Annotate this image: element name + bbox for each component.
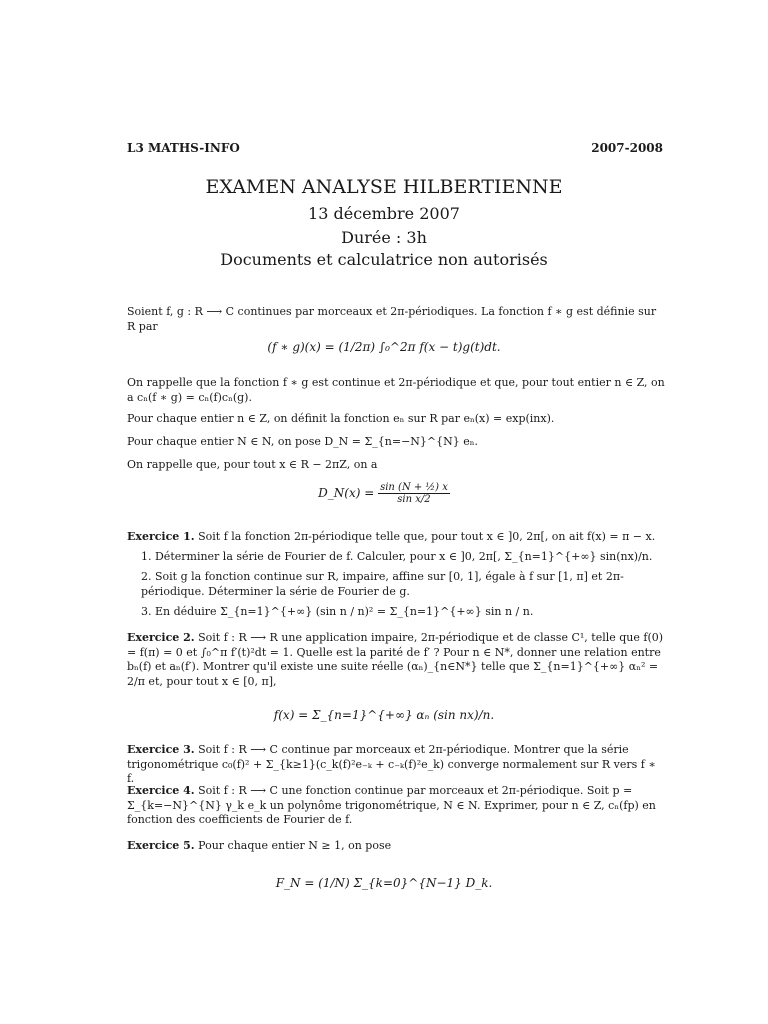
exam-date: 13 décembre 2007 — [308, 204, 460, 223]
academic-year: 2007-2008 — [591, 141, 663, 155]
exercise-2-label: Exercice 2. — [127, 631, 195, 644]
exam-duration: Durée : 3h — [341, 228, 427, 247]
exercise-1 — [127, 530, 665, 545]
exercise-5 — [127, 839, 665, 854]
intro-paragraph-1: Soient f, g : R ⟶ C continues par morceaux et 2π-périodiques. La fonction f ∗ g est définie sur R par — [127, 305, 657, 333]
dirichlet-fraction — [378, 482, 450, 505]
dirichlet-denominator: sin x/2 — [397, 494, 431, 505]
exercise-1-label: Exercice 1. — [127, 530, 195, 543]
dirichlet-numerator: sin (N + ½) x — [380, 482, 448, 493]
exam-title: EXAMEN ANALYSE HILBERTIENNE — [205, 176, 563, 198]
exercise-4-label: Exercice 4. — [127, 784, 195, 797]
exercise-1-item-3: 3. En déduire Σ_{n=1}^{+∞} (sin n / n)² = Σ_{n=1}^{+∞} sin n / n. — [141, 605, 534, 618]
exercise-3-label: Exercice 3. — [127, 743, 195, 756]
dirichlet-kernel-equation — [0, 482, 768, 505]
exercise-3 — [127, 743, 665, 787]
intro-paragraph-3: Pour chaque entier n ∈ Z, on définit la fonction eₙ sur R par eₙ(x) = exp(inx). — [127, 412, 555, 425]
exercise-4 — [127, 784, 665, 828]
exercise-5-equation: F_N = (1/N) Σ_{k=0}^{N−1} D_k. — [275, 876, 493, 890]
course-label: L3 MATHS-INFO — [127, 141, 240, 155]
exercise-1-item-1: 1. Déterminer la série de Fourier de f. Calculer, pour x ∈ ]0, 2π[, Σ_{n=1}^{+∞} sin(nx)/n. — [141, 550, 653, 563]
exercise-2-equation: f(x) = Σ_{n=1}^{+∞} αₙ (sin nx)/n. — [273, 708, 495, 722]
convolution-equation: (f ∗ g)(x) = (1/2π) ∫₀^2π f(x − t)g(t)dt. — [267, 340, 501, 354]
exam-rules: Documents et calculatrice non autorisés — [220, 250, 548, 269]
exercise-2-text: Soit f : R ⟶ R une application impaire, 2π-périodique et de classe C¹, telle que f(0) = f(π) = 0 et ∫₀^π f′(t)²dt = 1. Quelle est la parité de f′ ? Pour n ∈ N*, donner une relation entre bₙ(f) et aₙ(f′). Montrer qu'il existe une suite réelle (αₙ)_{n∈N*} telle que Σ_{n=1}^{+∞} αₙ² = 2/π et, pour tout x ∈ [0, π], — [127, 631, 664, 688]
intro-paragraph-2: On rappelle que la fonction f ∗ g est continue et 2π-périodique et que, pour tout entier n ∈ Z, on a cₙ(f ∗ g) = cₙ(f)cₙ(g). — [127, 376, 665, 404]
exercise-5-text: Pour chaque entier N ≥ 1, on pose — [198, 839, 392, 852]
exercise-1-text: Soit f la fonction 2π-périodique telle que, pour tout x ∈ ]0, 2π[, on ait f(x) = π − x. — [198, 530, 656, 543]
exercise-5-label: Exercice 5. — [127, 839, 195, 852]
exercise-3-text: Soit f : R ⟶ C continue par morceaux et 2π-périodique. Montrer que la série trigonométrique c₀(f)² + Σ_{k≥1}(c_k(f)²e₋ₖ + c₋ₖ(f)²e_k) converge normalement sur R vers f ∗ f. — [127, 743, 656, 785]
dirichlet-lhs: D_N(x) = — [318, 486, 375, 500]
exercise-2 — [127, 631, 665, 689]
intro-paragraph-4: Pour chaque entier N ∈ N, on pose D_N = Σ_{n=−N}^{N} eₙ. — [127, 435, 479, 448]
intro-paragraph-5: On rappelle que, pour tout x ∈ R − 2πZ, on a — [127, 458, 378, 471]
exercise-1-item-2: 2. Soit g la fonction continue sur R, impaire, affine sur [0, 1], égale à f sur [1, π] et 2π-périodique. Déterminer la série de Fourier de g. — [141, 570, 624, 598]
exercise-4-text: Soit f : R ⟶ C une fonction continue par morceaux et 2π-périodique. Soit p = Σ_{k=−N}^{N} γ_k e_k un polynôme trigonométrique, N ∈ N. Exprimer, pour n ∈ Z, cₙ(fp) en fonction des coefficients de Fourier de f. — [127, 784, 656, 826]
